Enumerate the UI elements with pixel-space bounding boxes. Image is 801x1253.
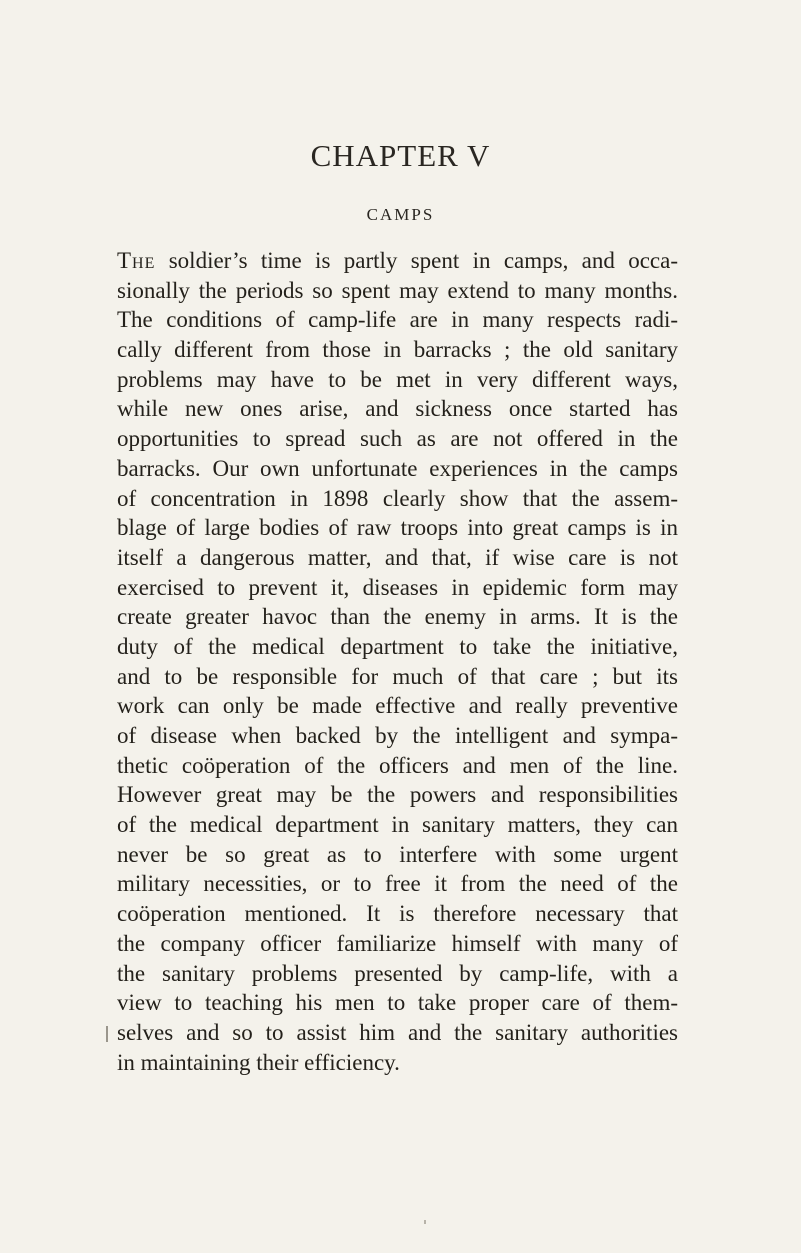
text-line: exercised to prevent it, diseases in epidemic form may	[117, 574, 678, 600]
text-line: military necessities, or to free it from the need of the	[117, 871, 678, 897]
text-line: However great may be the powers and responsibilities	[117, 782, 678, 808]
text-line: itself a dangerous matter, and that, if wise care is not	[117, 544, 678, 570]
first-word: The	[117, 248, 156, 273]
text-line: the company officer familiarize himself with many of	[117, 930, 678, 956]
text-line: The conditions of camp-life are in many respects radi-	[117, 307, 678, 333]
text-line: blage of large bodies of raw troops into great camps is in	[117, 515, 678, 541]
text-line: cally different from those in barracks ; the old sanitary	[117, 337, 678, 363]
text-line: The soldier’s time is partly spent in camps, and occa-	[117, 248, 678, 273]
chapter-heading: CHAPTER V	[310, 138, 491, 173]
chapter-title: CAMPS	[366, 205, 435, 224]
text-line: opportunities to spread such as are not offered in the	[117, 426, 678, 452]
text-line: problems may have to be met in very different ways,	[117, 366, 678, 392]
text-line: of the medical department in sanitary matters, they can	[117, 812, 678, 838]
margin-mark	[106, 1026, 108, 1042]
text-line: the sanitary problems presented by camp-life, with a	[117, 960, 678, 986]
text-line: duty of the medical department to take the initiative,	[117, 633, 678, 659]
text-line: never be so great as to interfere with some urgent	[117, 841, 678, 867]
body-text	[117, 246, 678, 1077]
paper-speck	[424, 1220, 426, 1224]
text-line: coöperation mentioned. It is therefore necessary that	[117, 901, 678, 927]
text-line: barracks. Our own unfortunate experiences in the camps	[117, 455, 678, 481]
text-line: and to be responsible for much of that care ; but its	[117, 663, 678, 689]
text-line: sionally the periods so spent may extend to many months.	[117, 277, 678, 303]
text-line: create greater havoc than the enemy in arms. It is the	[117, 604, 678, 630]
text-line: work can only be made effective and really preventive	[117, 693, 678, 719]
text-line: in maintaining their efficiency.	[117, 1049, 400, 1075]
text-line: of concentration in 1898 clearly show that the assem-	[117, 485, 678, 511]
text-line: while new ones arise, and sickness once started has	[117, 396, 678, 422]
text-line: selves and so to assist him and the sanitary authorities	[117, 1019, 678, 1045]
text-line: view to teaching his men to take proper care of them-	[117, 990, 678, 1016]
text-line: thetic coöperation of the officers and men of the line.	[117, 752, 678, 778]
text-line: of disease when backed by the intelligent and sympa-	[117, 723, 678, 748]
